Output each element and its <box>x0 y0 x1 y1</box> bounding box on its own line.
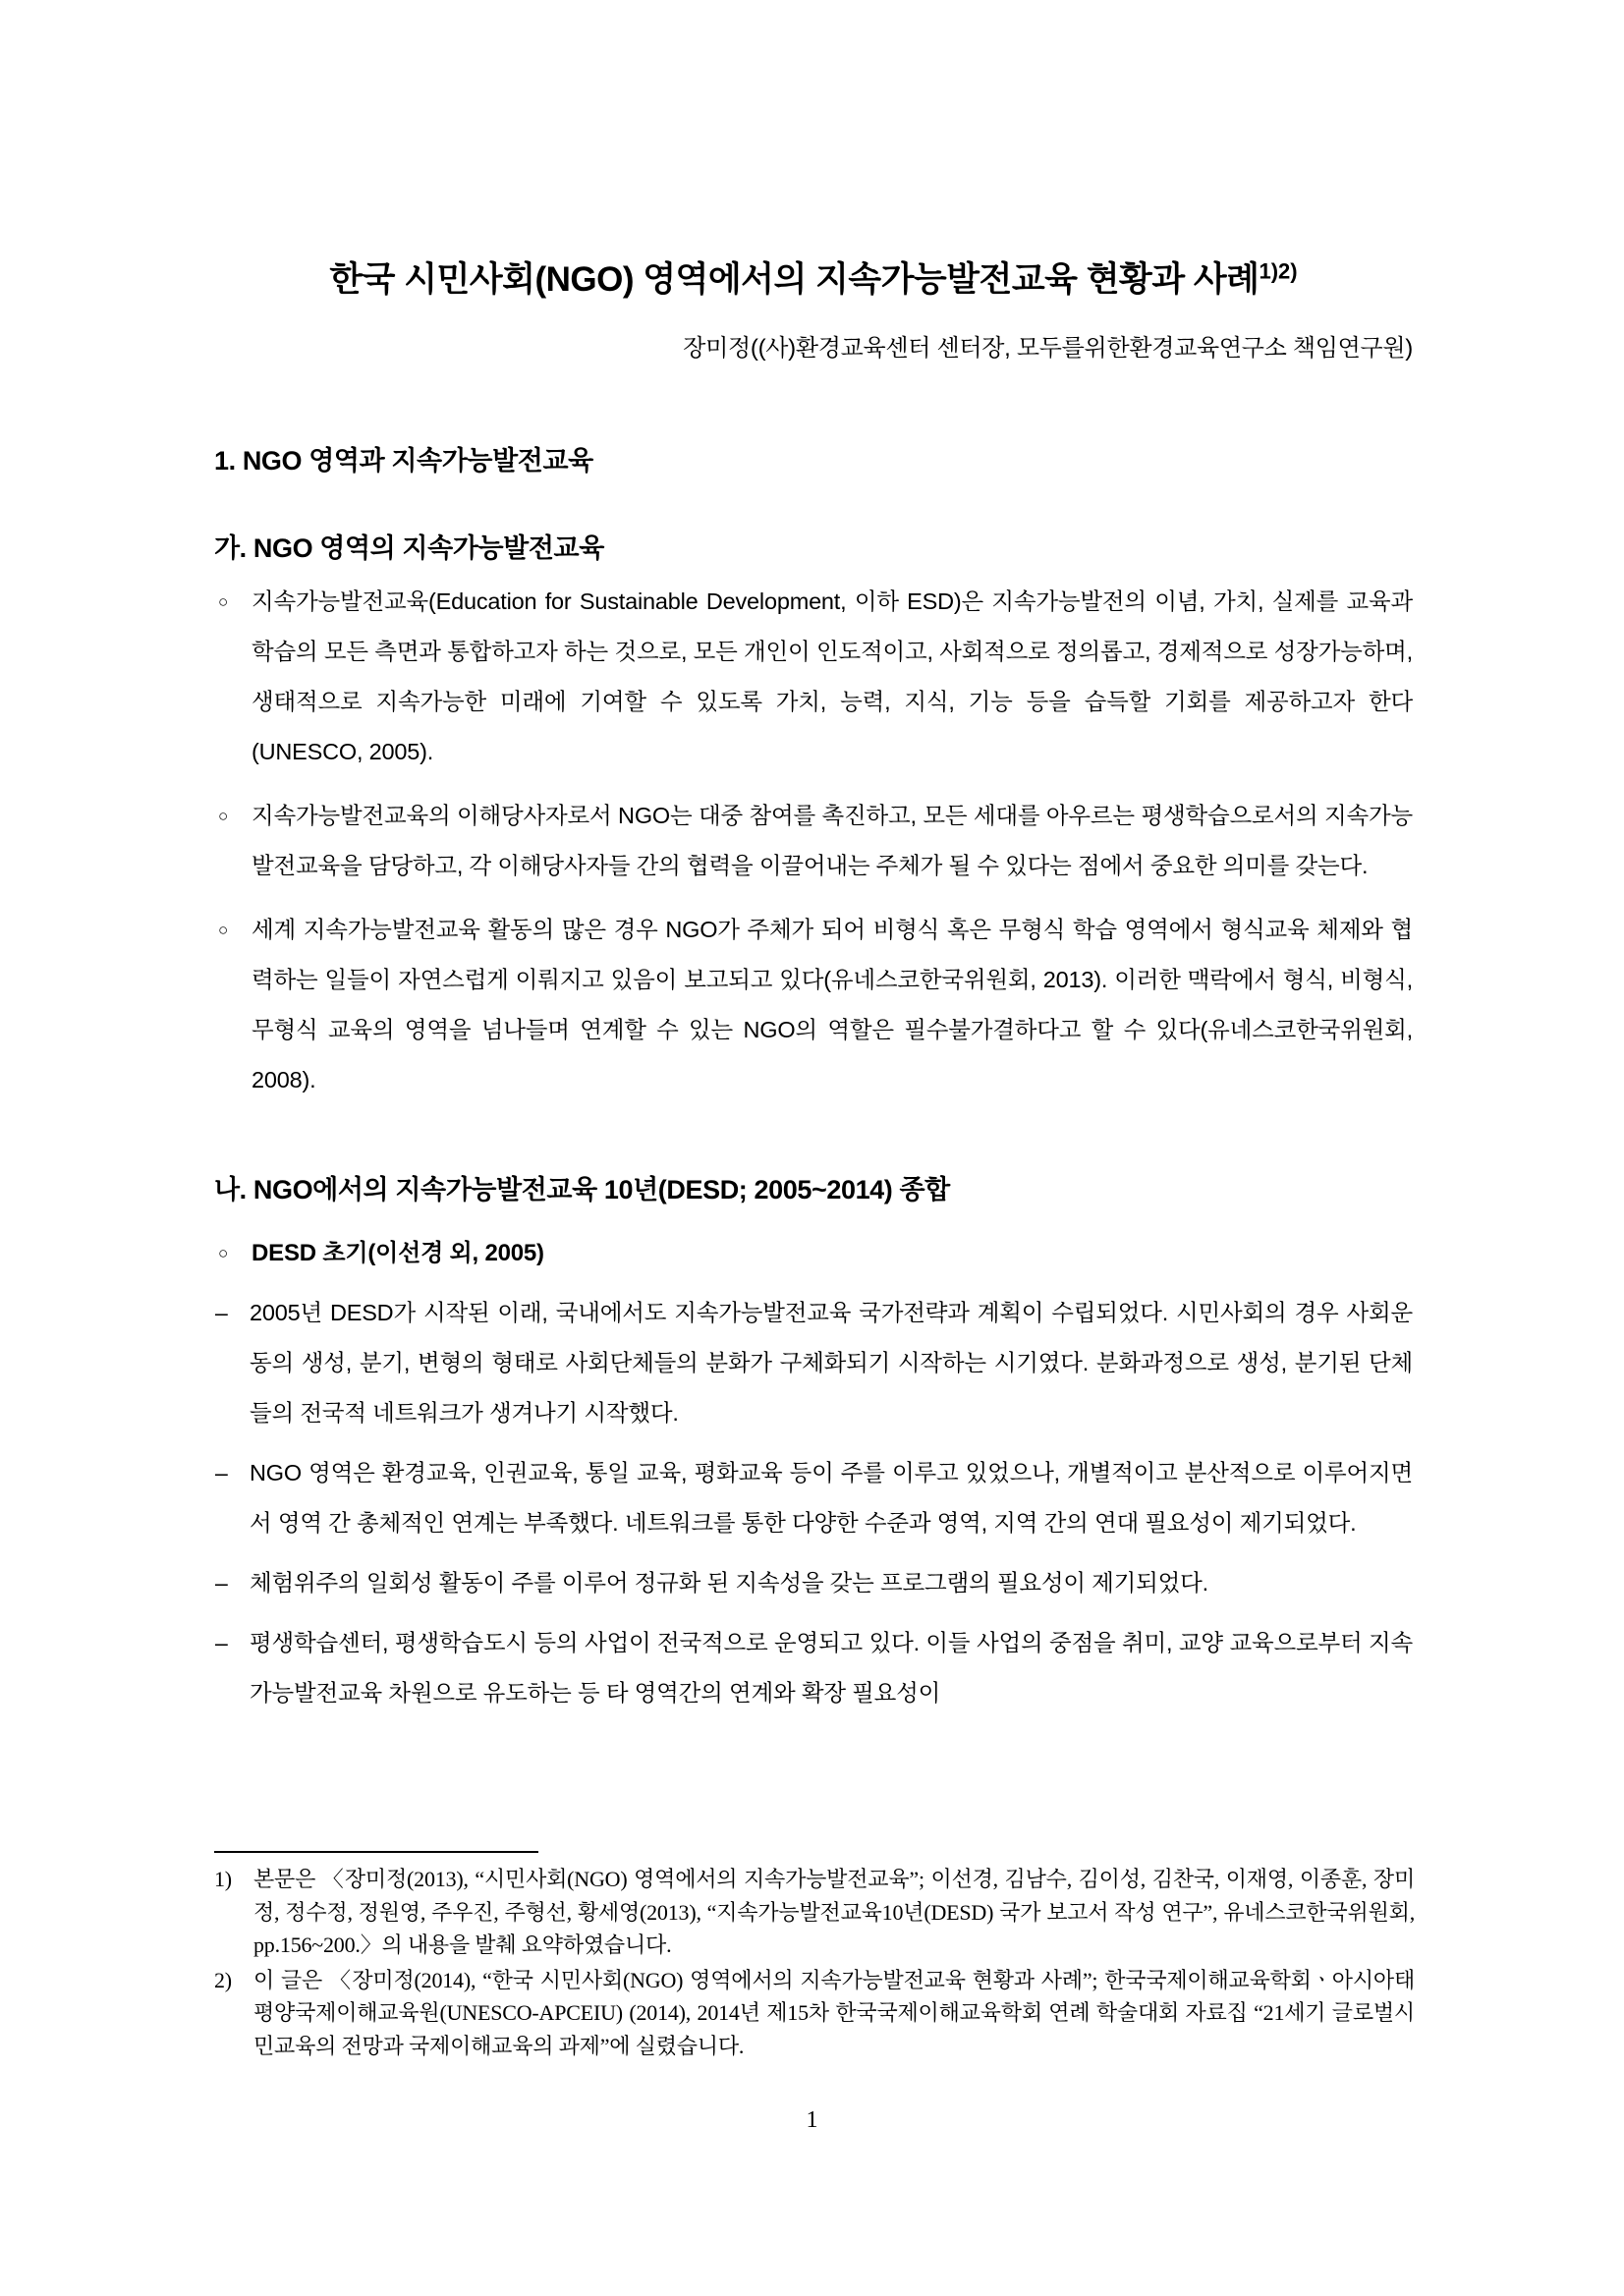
list-item <box>214 1558 1413 1608</box>
subsection-heading-na: 나. NGO에서의 지속가능발전교육 10년(DESD; 2005~2014) 종합 <box>214 1174 950 1204</box>
list-item-text: 지속가능발전교육의 이해당사자로서 NGO는 대중 참여를 촉진하고, 모든 세대를 아우르는 평생학습으로서의 지속가능발전교육을 담당하고, 각 이해당사자들 간의 협력을 이끌어내는 주체가 될 수 있다는 점에서 중요한 의미를 갖는다. <box>252 802 1413 878</box>
list-item-text: DESD 초기(이선경 외, 2005) <box>252 1239 544 1266</box>
dash-bullet-icon: – <box>215 1569 228 1596</box>
list-item <box>214 1448 1413 1548</box>
list-item-subheading <box>214 1228 1413 1278</box>
list-item-text: 체험위주의 일회성 활동이 주를 이루어 정규화 된 지속성을 갖는 프로그램의 필요성이 제기되었다. <box>250 1569 1208 1596</box>
circle-bullet-icon: ○ <box>218 1243 229 1262</box>
bullet-list-ga <box>214 577 1413 1105</box>
author-line: 장미정((사)환경교육센터 센터장, 모두를위한환경교육연구소 책임연구원) <box>683 334 1413 362</box>
section-heading-1: 1. NGO 영역과 지속가능발전교육 <box>214 445 593 476</box>
list-item <box>214 1618 1413 1718</box>
page-title <box>214 0 1413 303</box>
footnote-separator-rule <box>214 1851 538 1853</box>
page-content <box>214 0 1413 1718</box>
circle-bullet-icon: ○ <box>218 591 229 611</box>
list-item <box>214 577 1413 777</box>
footnotes-area <box>214 1851 1415 2062</box>
title-footnote-markers: 1)2) <box>1259 258 1298 284</box>
dash-bullet-icon: – <box>215 1299 228 1325</box>
footnote-number: 2) <box>214 1967 232 1992</box>
list-item-text: 평생학습센터, 평생학습도시 등의 사업이 전국적으로 운영되고 있다. 이들 사업의 중점을 취미, 교양 교육으로부터 지속가능발전교육 차원으로 유도하는 등 타 영역간의 연계와 확장 필요성이 <box>250 1629 1413 1706</box>
footnote-item <box>214 1964 1415 2063</box>
footnote-item <box>214 1863 1415 1962</box>
circle-bullet-icon: ○ <box>218 806 229 825</box>
dash-bullet-icon: – <box>215 1459 228 1485</box>
footnote-number: 1) <box>214 1867 232 1891</box>
page-number: 1 <box>806 2107 818 2133</box>
list-item-text: 2005년 DESD가 시작된 이래, 국내에서도 지속가능발전교육 국가전략과 계획이 수립되었다. 시민사회의 경우 사회운동의 생성, 분기, 변형의 형태로 사회단체들의 분화가 구체화되기 시작하는 시기였다. 분화과정으로 생성, 분기된 단체들의 전국적 네트워크가 생겨나기 시작했다. <box>250 1299 1413 1426</box>
list-item <box>214 791 1413 891</box>
footnote-list <box>214 1863 1415 2062</box>
list-item <box>214 905 1413 1105</box>
list-item-text: 지속가능발전교육(Education for Sustainable Development, 이하 ESD)은 지속가능발전의 이념, 가치, 실제를 교육과 학습의 모든 측면과 통합하고자 하는 것으로, 모든 개인이 인도적이고, 사회적으로 정의롭고, 경제적으로 성장가능하며, 생태적으로 지속가능한 미래에 기여할 수 있도록 가치, 능력, 지식, 기능 등을 습득할 기회를 제공하고자 한다(UNESCO, 2005). <box>252 588 1413 764</box>
footnote-text: 이 글은 〈장미정(2014), “한국 시민사회(NGO) 영역에서의 지속가능발전교육 현황과 사례”; 한국국제이해교육학회ㆍ아시아태평양국제이해교육원(UNESCO-APCEIU) (2014), 2014년 제15차 한국국제이해교육학회 연례 학술대회 자료집 “21세기 글로벌시민교육의 전망과 국제이해교육의 과제”에 실렸습니다. <box>253 1967 1415 2058</box>
dash-bullet-icon: – <box>215 1629 228 1655</box>
list-item-text: NGO 영역은 환경교육, 인권교육, 통일 교육, 평화교육 등이 주를 이루고 있었으나, 개별적이고 분산적으로 이루어지면서 영역 간 총체적인 연계는 부족했다. 네트워크를 통한 다양한 수준과 영역, 지역 간의 연대 필요성이 제기되었다. <box>250 1459 1413 1536</box>
footnote-text: 본문은 〈장미정(2013), “시민사회(NGO) 영역에서의 지속가능발전교육”; 이선경, 김남수, 김이성, 김찬국, 이재영, 이종훈, 장미정, 정수정, 정원영, 주우진, 주형선, 황세영(2013), “지속가능발전교육10년(DESD) 국가 보고서 작성 연구”, 유네스코한국위원회, pp.156~200.〉의 내용을 발췌 요약하였습니다. <box>253 1867 1415 1957</box>
subhead-list-desd <box>214 1228 1413 1278</box>
dash-list-desd <box>214 1288 1413 1718</box>
list-item <box>214 1288 1413 1438</box>
list-item-text: 세계 지속가능발전교육 활동의 많은 경우 NGO가 주체가 되어 비형식 혹은 무형식 학습 영역에서 형식교육 체제와 협력하는 일들이 자연스럽게 이뤄지고 있음이 보고되고 있다(유네스코한국위원회, 2013). 이러한 맥락에서 형식, 비형식, 무형식 교육의 영역을 넘나들며 연계할 수 있는 NGO의 역할은 필수불가결하다고 할 수 있다(유네스코한국위원회, 2008). <box>252 916 1413 1092</box>
subsection-heading-ga: 가. NGO 영역의 지속가능발전교육 <box>214 532 604 563</box>
circle-bullet-icon: ○ <box>218 920 229 939</box>
page-title-text: 한국 시민사회(NGO) 영역에서의 지속가능발전교육 현황과 사례 <box>329 260 1260 299</box>
